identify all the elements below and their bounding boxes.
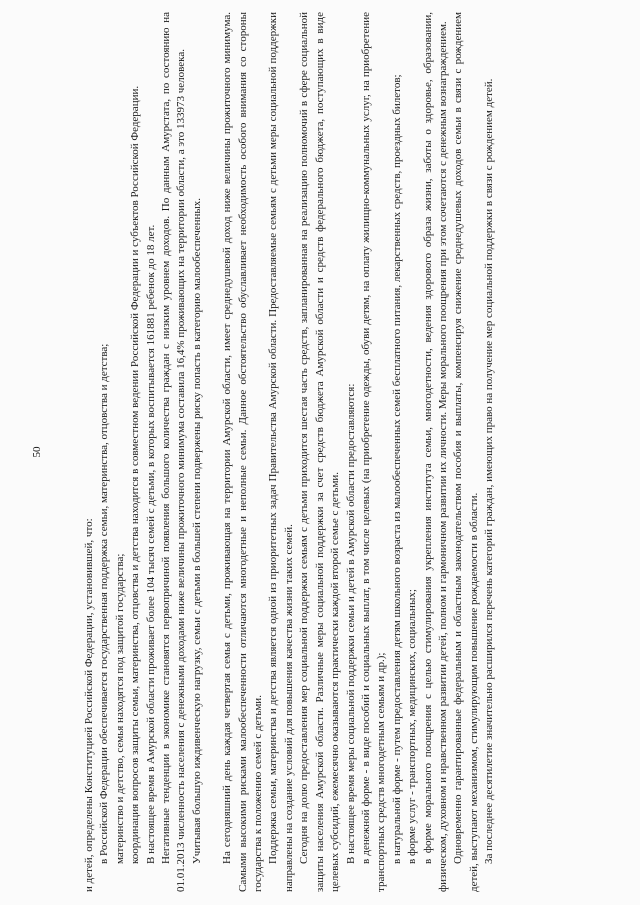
paragraph: В настоящее время меры социальной поддержки семьи и детей в Амурской области предоставляются: <box>344 383 357 864</box>
paragraph: Негативные тенденции в экономике становятся первопричиной появления большого количества граждан с низким уровнем доходов. По данным Амурстата, по состоянию на 01.01.2013 численность населения с денежными доходами ниже величины прожиточного минимума составила 16,4% проживающих на территории области, а это 133973 человека. <box>160 12 188 892</box>
paragraph: Поддержка семьи, материнства и детства является одной из приоритетных задач Правительства Амурской области. Предоставляемые семьям с детьми меры социальной поддержки направлены на создание условий для повышения качества жизни таких семей. <box>267 12 295 892</box>
rotated-content <box>20 12 620 892</box>
paragraph: и детей, определены Конституцией Российской Федерации, установившей, что: <box>83 518 95 892</box>
paragraph: в Российской Федерации обеспечивается государственная поддержка семьи, материнства, отцовства и детства; <box>98 343 111 864</box>
paragraph: За последнее десятилетие значительно расширился перечень категорий граждан, имеющих право на получение мер социальной поддержки в связи с рождением детей. <box>483 78 496 864</box>
paragraph: в форме услуг - транспортных, медицинских, социальных; <box>406 589 419 864</box>
paragraph: Учитывая большую иждивенческую нагрузку, семьи с детьми в большей степени подвержены риску попасть в категорию малообеспеченных. <box>190 197 203 864</box>
paragraph: в денежной форме - в виде пособий и социальных выплат, в том числе целевых (на приобретение одежды, обуви детям, на оплату жилищно-коммунальных услуг, на приобретение транспортных средств многодетным семьям и др.); <box>359 12 388 892</box>
paragraph: координация вопросов защиты семьи, материнства, отцовства и детства находится в совместном ведении Российской Федерации и субъектов Российской Федерации. <box>129 85 142 864</box>
paragraph: материнство и детство, семья находятся под защитой государства; <box>113 553 126 864</box>
paragraph: Одновременно гарантированные федеральным и областным законодательством пособия и выплаты, компенсируя снижение среднедушевых доходов семьи в связи с рождением детей, выступают механизмом, стимулирующим повышение рождаемости в области. <box>452 12 480 892</box>
paragraph: В настоящее время в Амурской области проживает более 104 тысяч семей с детьми, в которых воспитывается 161881 ребенок до 18 лет. <box>144 224 157 864</box>
page-number: 50 <box>31 446 43 458</box>
paragraph: Сегодня на долю предоставления мер социальной поддержки семьям с детьми приходится шестая часть средств, запланированная на реализацию полномочий в сфере социальной защиты населения Амурской области. Различные меры социальной поддержки за счет средств бюджета Амурской области и средств федерального бюджета, поступающих в виде целевых субсидий, ежемесячно оказываются практически каждой второй семье с детьми. <box>298 12 342 892</box>
paragraph: в натуральной форме - путем предоставления детям школьного возраста из малообеспеченных семей бесплатного питания, лекарственных средств, проездных билетов; <box>390 74 403 864</box>
paragraph: в форме морального поощрения с целью стимулирования укрепления института семьи, многодетности, ведения здорового образа жизни, заботы о здоровье, образовании, физическом, духовном и нравственном развитии детей, полном и гармоничном развитии их личности. Меры морального поощрения при этом сочетаются с денежным вознаграждением. <box>421 12 449 892</box>
body-text <box>82 12 498 892</box>
paragraph: На сегодняшний день каждая четвертая семья с детьми, проживающая на территории Амурской области, имеет среднедушевой доход ниже величины прожиточного минимума. Самыми высокими рисками малообеспеченности отличаются многодетные и неполные семьи. Данное обстоятельство обуславливает необходимость особого внимания со стороны государства к положению семей с детьми. <box>221 12 265 892</box>
